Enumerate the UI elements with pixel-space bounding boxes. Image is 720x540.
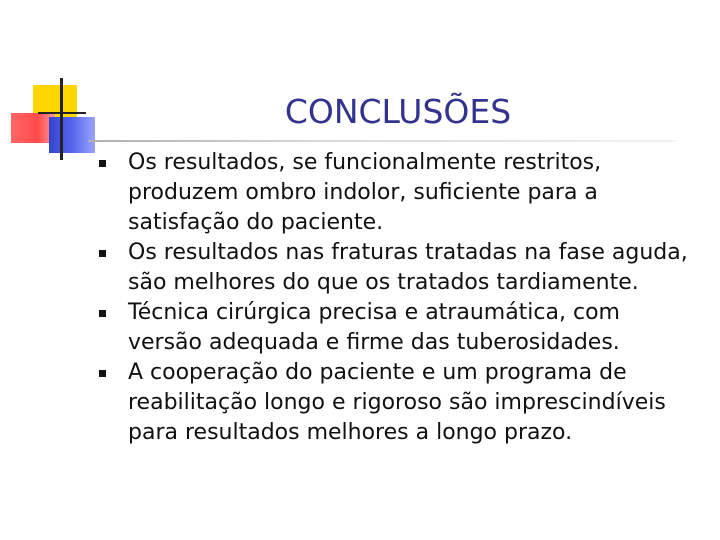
bullet-item-1: [98, 148, 698, 238]
logo-horizontal-line: [38, 112, 86, 114]
bullet-item-4: [98, 358, 698, 448]
bullet-list: [98, 148, 698, 448]
bullet-text: Os resultados, se funcionalmente restritos, produzem ombro indolor, suficiente para a satisfação do paciente.: [128, 150, 602, 235]
title-underline: [88, 140, 676, 142]
bullet-item-2: [98, 238, 698, 298]
slide-logo: [0, 0, 100, 170]
bullet-square-icon: [99, 250, 106, 257]
bullet-square-icon: [99, 370, 106, 377]
logo-vertical-line: [60, 78, 63, 160]
bullet-text: Técnica cirúrgica precisa e atraumática, com versão adequada e firme das tuberosidades.: [128, 300, 620, 355]
bullet-item-3: [98, 298, 698, 358]
bullet-text: A cooperação do paciente e um programa de reabilitação longo e rigoroso são imprescindíveis para resultados melhores a longo prazo.: [128, 360, 666, 445]
bullet-square-icon: [99, 310, 106, 317]
bullet-text: Os resultados nas fraturas tratadas na fase aguda, são melhores do que os tratados tardiamente.: [128, 240, 688, 295]
bullet-square-icon: [99, 160, 106, 167]
slide-title: CONCLUSÕES: [284, 92, 512, 131]
